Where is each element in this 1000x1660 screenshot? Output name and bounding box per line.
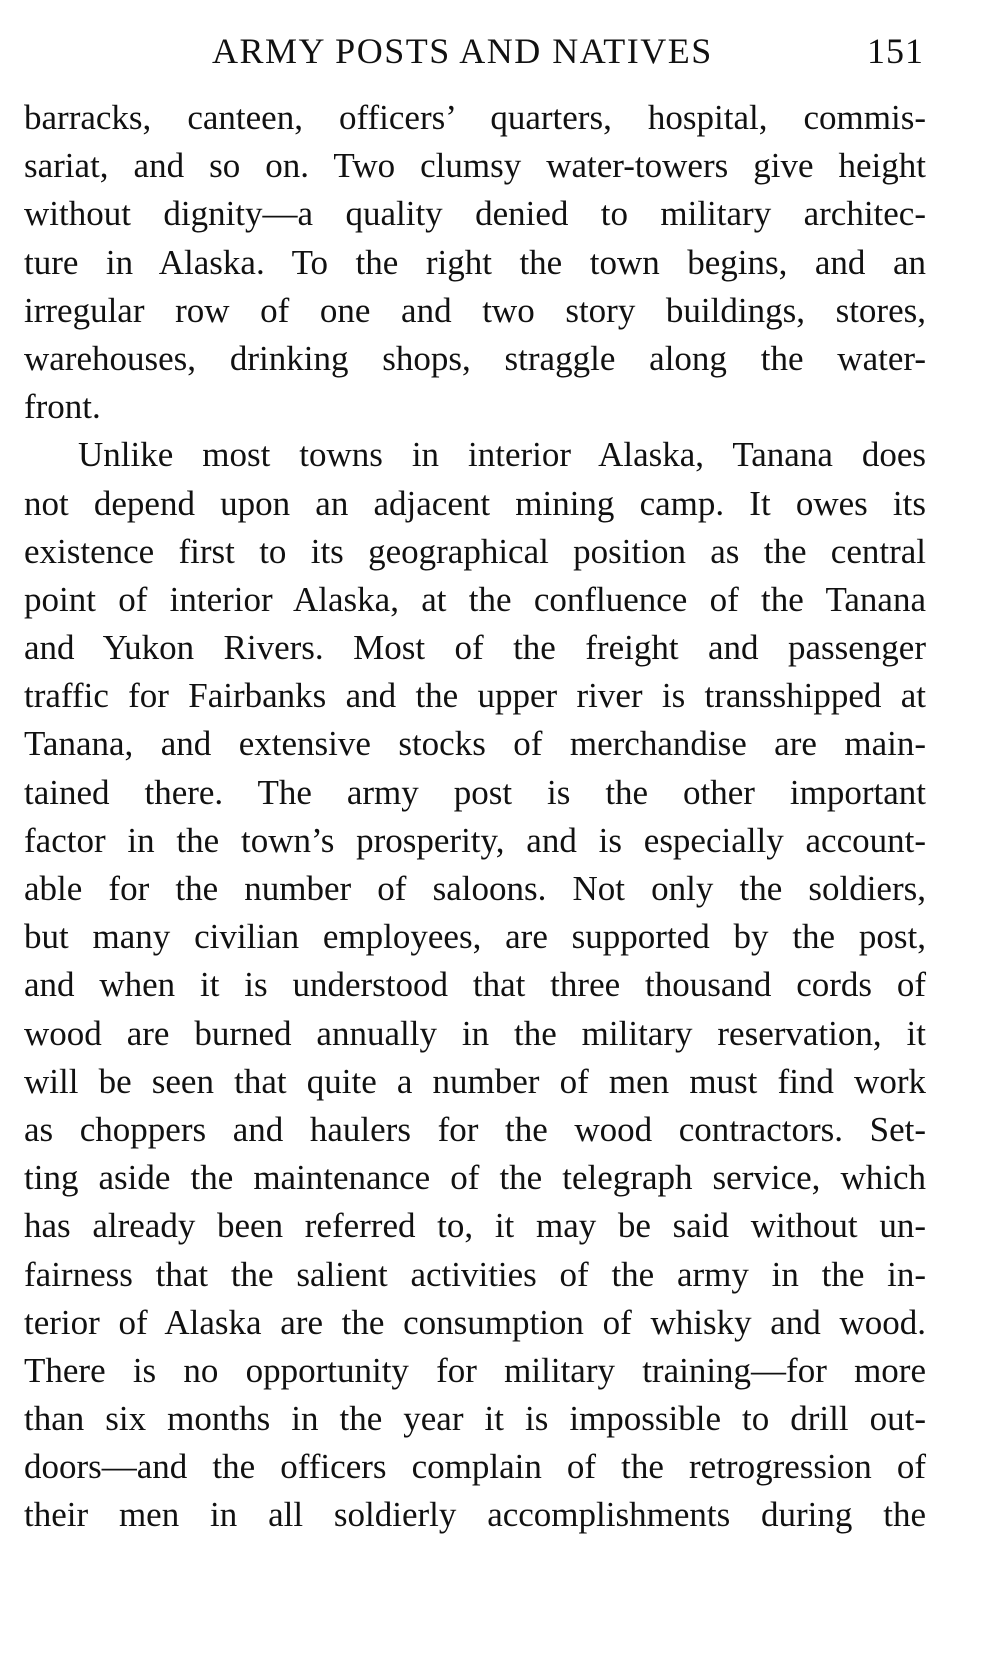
text-line: Unlike most towns in interior Alaska, Tanana does [78, 435, 926, 475]
text-line: will be seen that quite a number of men must find work [24, 1061, 926, 1101]
text-line: sariat, and so on. Two clumsy water-towers give height [24, 146, 926, 186]
text-line: Tanana, and extensive stocks of merchandise are main- [24, 724, 926, 764]
text-line: terior of Alaska are the consumption of whisky and wood. [24, 1302, 926, 1342]
text-line: doors—and the officers complain of the retrogression of [24, 1447, 926, 1487]
text-line: but many civilian employees, are supported by the post, [24, 917, 926, 957]
text-line: traffic for Fairbanks and the upper river is transshipped at [24, 676, 926, 716]
text-line: ting aside the maintenance of the telegraph service, which [24, 1158, 926, 1198]
text-line: their men in all soldierly accomplishments during the [24, 1495, 926, 1535]
text-line: than six months in the year it is impossible to drill out- [24, 1399, 926, 1439]
body-text [24, 94, 926, 1540]
text-line: tained there. The army post is the other important [24, 772, 926, 812]
text-line: irregular row of one and two story buildings, stores, [24, 290, 926, 330]
text-line: as choppers and haulers for the wood contractors. Set- [24, 1109, 926, 1149]
text-line: ture in Alaska. To the right the town begins, and an [24, 242, 926, 282]
paragraph [24, 431, 926, 1539]
text-line: fairness that the salient activities of the army in the in- [24, 1254, 926, 1294]
text-line: point of interior Alaska, at the confluence of the Tanana [24, 579, 926, 619]
text-line: There is no opportunity for military training—for more [24, 1350, 926, 1390]
running-title: ARMY POSTS AND NATIVES [212, 31, 713, 71]
text-line: and when it is understood that three thousand cords of [24, 965, 926, 1005]
text-line: able for the number of saloons. Not only the soldiers, [24, 869, 926, 908]
text-line: and Yukon Rivers. Most of the freight and passenger [24, 628, 926, 668]
text-line: barracks, canteen, officers’ quarters, hospital, commis- [24, 98, 926, 137]
page-number: 151 [867, 31, 924, 71]
text-line: existence first to its geographical position as the central [24, 531, 926, 571]
text-line: has already been referred to, it may be said without un- [24, 1206, 926, 1246]
text-line: without dignity—a quality denied to military architec- [24, 194, 926, 234]
text-line: not depend upon an adjacent mining camp. It owes its [24, 483, 926, 523]
running-head [24, 28, 924, 74]
text-line: warehouses, drinking shops, straggle along the water- [24, 338, 926, 378]
paragraph [24, 94, 926, 431]
text-line: front. [24, 387, 101, 427]
text-line: factor in the town’s prosperity, and is especially account- [24, 820, 926, 860]
text-line: wood are burned annually in the military reservation, it [24, 1013, 926, 1053]
